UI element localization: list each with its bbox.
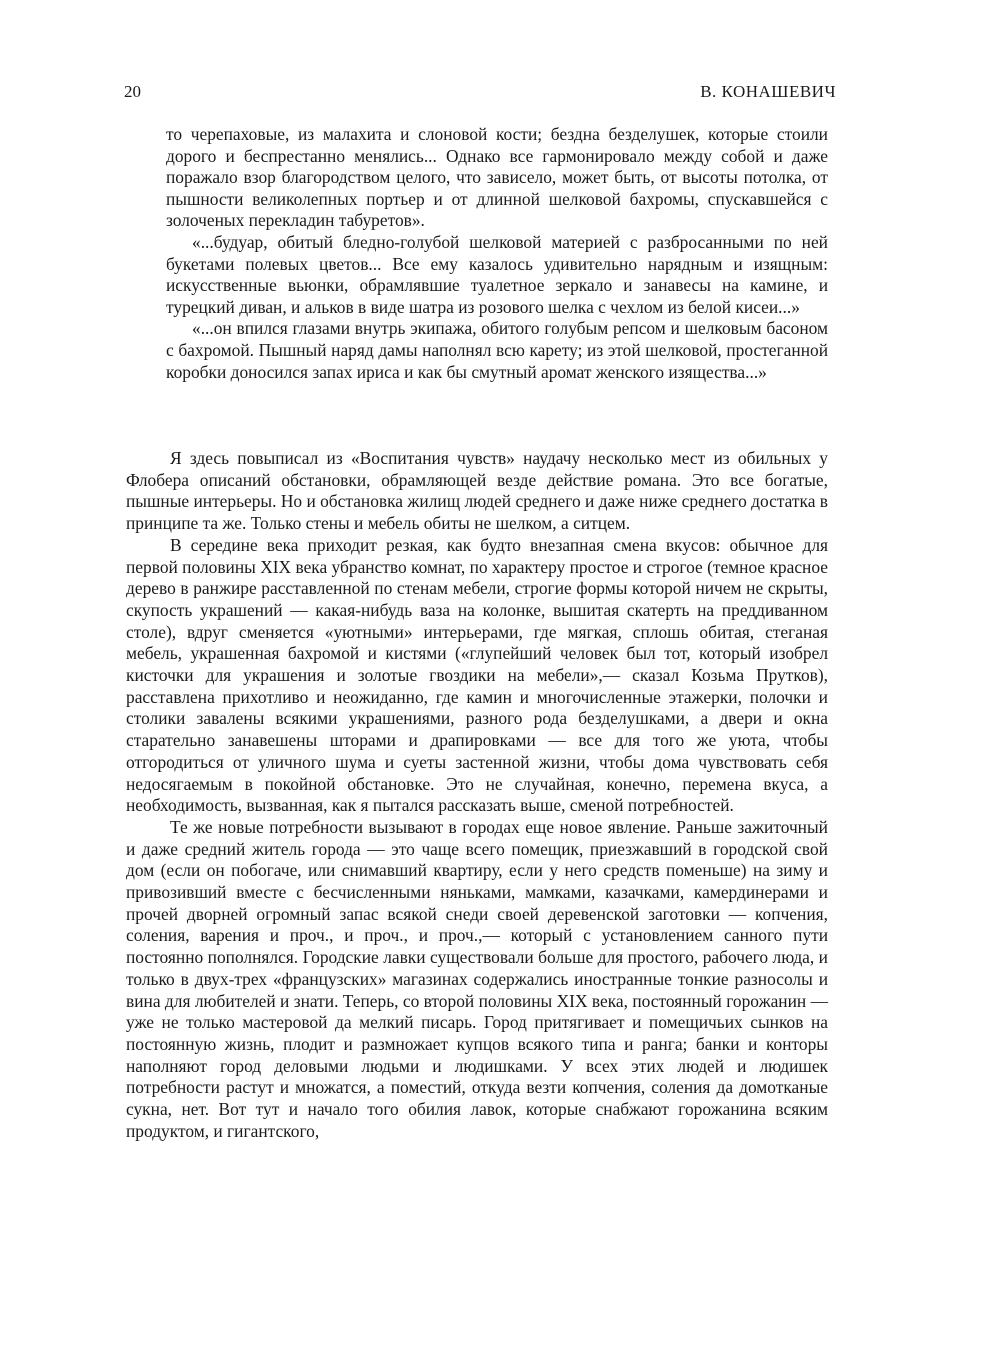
body-text [126, 448, 828, 1143]
quote-paragraph: «...будуар, обитый бледно-голубой шелковой материей с разбросанными по ней букетами полевых цветов... Все ему казалось удивительно нарядным и изящным: искусственные вьюнки, обрамлявшие туалетное зеркало и занавесы на камине, и турецкий диван, и альков в виде шатра из розового шелка с чехлом из белой кисеи...» [166, 231, 828, 317]
paragraph: Те же новые потребности вызывают в городах еще новое явление. Раньше зажиточный и даже средний житель города — это чаще всего помещик, приезжавший в городской свой дом (если он побогаче, или снимавший квартиру, если у него средств поменьше) на зиму и привозивший вместе с бесчисленными няньками, мамками, казачками, камердинерами и прочей дворней огромный запас всякой снеди своей деревенской заготовки — копчения, соления, варения и проч., и проч., и проч.,— который с установлением санного пути постоянно пополнялся. Городские лавки существовали больше для простого, рабочего люда, и только в двух-трех «французских» магазинах содержались иностранные тонкие разносолы и вина для любителей и знати. Теперь, со второй половины XIX века, постоянный горожанин — уже не только мастеровой да мелкий писарь. Город притягивает и помещичьих сынков на постоянную жизнь, плодит и размножает купцов всякого типа и ранга; банки и конторы наполняют город деловыми людьми и людишками. У всех этих людей и людишек потребности растут и множатся, а поместий, откуда везти копчения, соления да домотканые сукна, нет. Вот тут и начало того обилия лавок, которые снабжают горожанина всяким продуктом, и гигантского, [126, 816, 828, 1141]
page-header [124, 82, 836, 106]
paragraph: В середине века приходит резкая, как будто внезапная смена вкусов: обычное для первой половины XIX века убранство комнат, по характеру простое и строгое (темное красное дерево в ранжире расставленной по стенам мебели, строгие формы которой ничем не скрыты, скупость украшений — какая-нибудь ваза на колонке, вышитая скатерть на преддиванном столе), вдруг сменяется «уютными» интерьерами, где мягкая, сплошь обитая, стеганая мебель, украшенная бахромой и кистями («глупейший человек был тот, который изобрел кисточки для украшения и золотые гвоздики на мебели»,— сказал Козьма Прутков), расставлена прихотливо и неожиданно, где камин и многочисленные этажерки, полочки и столики завалены всякими украшениями, разного рода безделушками, а двери и окна старательно занавешены шторами и драпировками — все для того же уюта, чтобы отгородиться от уличного шума и суеты застенной жизни, чтобы дома чувствовать себя недосягаемым в покойной обстановке. Это не случайная, конечно, перемена вкуса, а необходимость, вызванная, как я пытался рассказать выше, сменой потребностей. [126, 534, 828, 816]
paragraph: Я здесь повыписал из «Воспитания чувств» наудачу несколько мест из обильных у Флобера описаний обстановки, обрамляющей везде действие романа. Это все богатые, пышные интерьеры. Но и обстановка жилищ людей среднего и даже ниже среднего достатка в принципе та же. Только стены и мебель обиты не шелком, а ситцем. [126, 448, 828, 534]
quote-paragraph: «...он впился глазами внутрь экипажа, обитого голубым репсом и шелковым басоном с бахромой. Пышный наряд дамы наполнял всю карету; из этой шелковой, простеганной коробки доносился запах ириса и как бы смутный аромат женского изящества...» [166, 318, 828, 382]
quotation-block [166, 124, 828, 383]
quote-paragraph: то черепаховые, из малахита и слоновой кости; бездна безделушек, которые стоили дорого и беспрестанно менялись... Однако все гармонировало между собой и даже поражало взор благородством целого, что зависело, может быть, от высоты потолка, от пышности великолепных портьер и от длинной шелковой бахромы, спускавшейся с золоченых перекладин табуретов». [166, 124, 828, 231]
running-head: В. КОНАШЕВИЧ [700, 82, 836, 101]
page-number: 20 [124, 82, 141, 101]
